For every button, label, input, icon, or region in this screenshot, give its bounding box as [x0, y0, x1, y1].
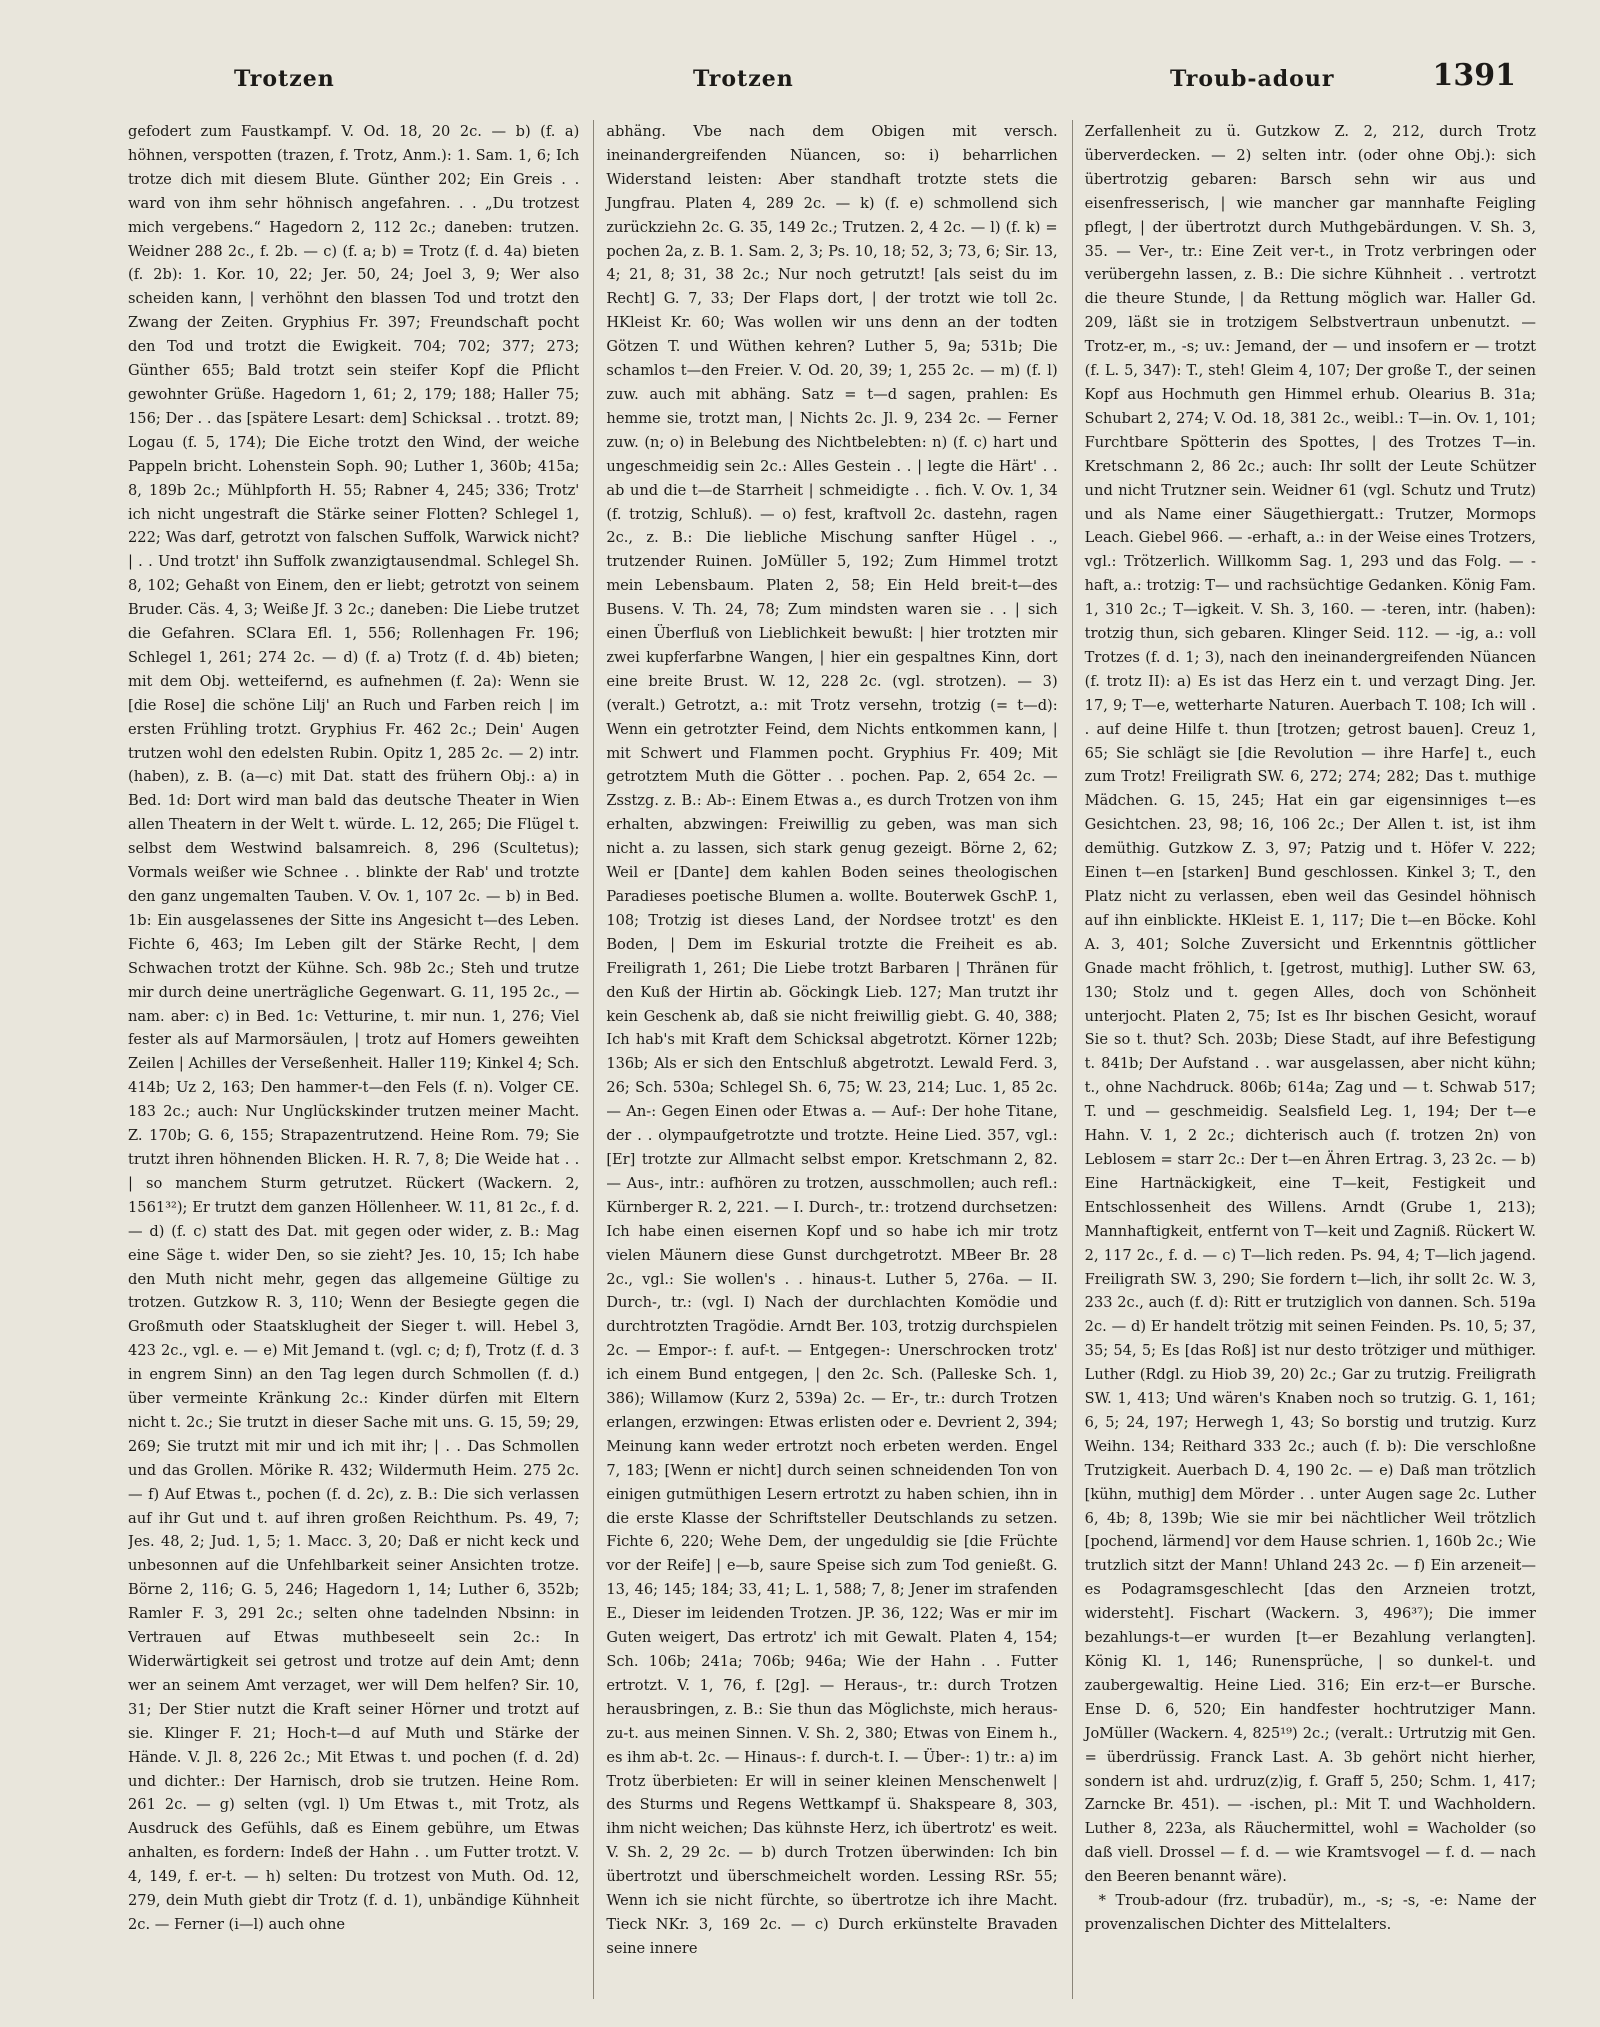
column-1 [128, 120, 579, 1999]
column-2 [593, 120, 1057, 1999]
page-number: 1391 [1432, 58, 1516, 93]
text-columns [128, 120, 1536, 1999]
column-3 [1072, 120, 1536, 1999]
header-right-headword: Troub-adour [1170, 66, 1335, 92]
column-2-text: abhäng. Vbe nach dem Obigen mit versch. ineinandergreifenden Nüancen, so: i) beharrlichen Widerstand leisten: Aber standhaft trotzte stets die Jungfrau. Platen 4, 289 2c. — k) (f. e) schmollend sich zurückziehn 2c. G. 35, 149 2c.; Trutzen. 2, 4 2c. — l) (f. k) = pochen 2a, z. B. 1. Sam. 2, 3; Ps. 10, 18; 52, 3; 73, 6; Sir. 13, 4; 21, 8; 31, 38 2c.; Nur noch getrutzt! [als seist du im Recht] G. 7, 33; Der Flaps dort, | der trotzt wie toll 2c. HKleist Kr. 60; Was wollen wir uns denn an der todten Götzen T. und Wüthen kehren? Luther 5, 9a; 531b; Die schamlos t—den Freier. V. Od. 20, 39; 1, 255 2c. — m) (f. l) zuw. auch mit abhäng. Satz = t—d sagen, prahlen: Es hemme sie, trotzt man, | Nichts 2c. Jl. 9, 234 2c. — Ferner zuw. (n; o) in Belebung des Nichtbelebten: n) (f. c) hart und ungeschmeidig sein 2c.: Alles Gestein . . | legte die Härt' . . ab und die t—de Starrheit | schmeidigte . . fich. V. Ov. 1, 34 (f. trotzig, Schluß). — o) fest, kraftvoll 2c. dastehn, ragen 2c., z. B.: Die liebliche Mischung sanfter Hügel . ., trutzender Ruinen. JoMüller 5, 192; Zum Himmel trotzt mein Lebensbaum. Platen 2, 58; Ein Held breit-t—des Busens. V. Th. 24, 78; Zum mindsten waren sie . . | sich einen Überfluß von Lieblichkeit bewußt: | hier trotzten mir zwei kupferfarbne Wangen, | hier ein gespaltnes Kinn, dort eine breite Brust. W. 12, 228 2c. (vgl. strotzen). — 3) (veralt.) Getrotzt, a.: mit Trotz versehn, trotzig (= t—d): Wenn ein getrotzter Feind, dem Nichts entkommen kann, | mit Schwert und Flammen pocht. Gryphius Fr. 409; Mit getrotztem Muth die Götter . . pochen. Pap. 2, 654 2c. — Zsstzg. z. B.: Ab-: Einem Etwas a., es durch Trotzen von ihm erhalten, abzwingen: Freiwillig zu geben, was man sich nicht a. zu lassen, sich stark genug gezeigt. Börne 2, 62; Weil er [Dante] dem kahlen Boden seines theologischen Paradieses poetische Blumen a. wollte. Bouterwek GschP. 1, 108; Trotzig ist dieses Land, der Nordsee trotzt' es den Boden, | Dem im Eskurial trotzte die Freiheit es ab. Freiligrath 1, 261; Die Liebe trotzt Barbaren | Thränen für den Kuß der Hirtin ab. Göckingk Lieb. 127; Man trutzt ihr kein Geschenk ab, daß sie nicht freiwillig giebt. G. 40, 388; Ich hab's mit Kraft dem Schicksal abgetrotzt. Körner 122b; 136b; Als er sich den Entschluß abgetrotzt. Lewald Ferd. 3, 26; Sch. 530a; Schlegel Sh. 6, 75; W. 23, 214; Luc. 1, 85 2c. — An-: Gegen Einen oder Etwas a. — Auf-: Der hohe Titane, der . . olympaufgetrotzte und trotzte. Heine Lied. 357, vgl.: [Er] trotzte zur Allmacht selbst empor. Kretschmann 2, 82. — Aus-, intr.: aufhören zu trotzen, ausschmollen; auch refl.: Kürnberger R. 2, 221. — I. Durch-, tr.: trotzend durchsetzen: Ich habe einen eisernen Kopf und so habe ich mir trotz vielen Mäunern diese Gunst durchgetrotzt. MBeer Br. 28 2c., vgl.: Sie wollen's . . hinaus-t. Luther 5, 276a. — II. Durch-, tr.: (vgl. I) Nach der durchlachten Komödie und durchtrotzten Tragödie. Arndt Ber. 103, trotzig durchspielen 2c. — Empor-: f. auf-t. — Entgegen-: Unerschrocken trotz' ich einem Bund entgegen, | den 2c. Sch. (Palleske Sch. 1, 386); Willamow (Kurz 2, 539a) 2c. — Er-, tr.: durch Trotzen erlangen, erzwingen: Etwas erlisten oder e. Devrient 2, 394; Meinung kann weder ertrotzt noch erbeten werden. Engel 7, 183; [Wenn er nicht] durch seinen schneidenden Ton von einigen gutmüthigen Lesern ertrotzt zu haben schien, ihn in die erste Klasse der Schriftsteller Deutschlands zu setzen. Fichte 6, 220; Wehe Dem, der ungeduldig sie [die Früchte vor der Reife] | e—b, saure Speise sich zum Tod genießt. G. 13, 46; 145; 184; 33, 41; L. 1, 588; 7, 8; Jener im strafenden E., Dieser im leidenden Trotzen. JP. 36, 122; Was er mir im Guten weigert, Das ertrotz' ich mit Gewalt. Platen 4, 154; Sch. 106b; 241a; 706b; 946a; Wie der Hahn . . Futter ertrotzt. V. 1, 76, f. [2g]. — Heraus-, tr.: durch Trotzen herausbringen, z. B.: Sie thun das Möglichste, mich heraus-zu-t. aus meinen Sinnen. V. Sh. 2, 380; Etwas von Einem h., es ihm ab-t. 2c. — Hinaus-: f. durch-t. I. — Über-: 1) tr.: a) im Trotz überbieten: Er will in seiner kleinen Menschenwelt | des Sturms und Regens Wettkampf ü. Shakspeare 8, 303, ihm nicht weichen; Das kühnste Herz, ich übertrotz' es weit. V. Sh. 2, 29 2c. — b) durch Trotzen überwinden: Ich bin übertrotzt und überschmeichelt worden. Lessing RSr. 55; Wenn ich sie nicht fürchte, so übertrotze ich ihre Macht. Tieck NKr. 3, 169 2c. — c) Durch erkünstelte Bravaden seine innere [606, 123, 1058, 1957]
page-header [128, 58, 1536, 98]
column-3-text: Zerfallenheit zu ü. Gutzkow Z. 2, 212, durch Trotz überverdecken. — 2) selten intr. (oder ohne Obj.): sich übertrotzig gebaren: Barsch sehn wir aus und eisenfresserisch, | wie mancher gar mannhafte Feigling pflegt, | der übertrotzt durch Muthgebärdungen. V. Sh. 3, 35. — Ver-, tr.: Eine Zeit ver-t., in Trotz verbringen oder verübergehn lassen, z. B.: Die sichre Kühnheit . . vertrotzt die theure Stunde, | da Rettung möglich war. Haller Gd. 209, läßt sie in trotzigem Selbstvertraun unbenutzt. — Trotz-er, m., -s; uv.: Jemand, der — und insofern er — trotzt (f. L. 5, 347): T., steh! Gleim 4, 107; Der große T., der seinen Kopf aus Hochmuth gen Himmel erhub. Olearius B. 31a; Schubart 2, 274; V. Od. 18, 381 2c., weibl.: T—in. Ov. 1, 101; Furchtbare Spötterin des Spottes, | des Trotzes T—in. Kretschmann 2, 86 2c.; auch: Ihr sollt der Leute Schützer und nicht Trutzner sein. Weidner 61 (vgl. Schutz und Trutz) und als Name einer Säugethiergatt.: Trutzer, Mormops Leach. Giebel 966. — -erhaft, a.: in der Weise eines Trotzers, vgl.: Trötzerlich. Willkomm Sag. 1, 293 und das Folg. — -haft, a.: trotzig: T— und rachsüchtige Gedanken. König Fam. 1, 310 2c.; T—igkeit. V. Sh. 3, 160. — -teren, intr. (haben): trotzig thun, sich gebaren. Klinger Seid. 112. — -ig, a.: voll Trotzes (f. d. 1; 3), nach den ineinandergreifenden Nüancen (f. trotz II): a) Es ist das Herz ein t. und verzagt Ding. Jer. 17, 9; T—e, wetterharte Naturen. Auerbach T. 108; Ich will . . auf deine Hilfe t. thun [trotzen; getrost bauen]. Creuz 1, 65; Sie schlägt sie [die Revolution — ihre Harfe] t., euch zum Trotz! Freiligrath SW. 6, 272; 274; 282; Das t. muthige Mädchen. G. 15, 245; Hat ein gar eigensinniges t—es Gesichtchen. 23, 98; 16, 106 2c.; Der Allen t. ist, ist ihm demüthig. Gutzkow Z. 3, 97; Patzig und t. Höfer V. 222; Einen t—en [starken] Bund geschlossen. Kinkel 3; T., den Platz nicht zu verlassen, eben weil das Gesindel höhnisch auf ihn einblickte. HKleist E. 1, 117; Die t—en Böcke. Kohl A. 3, 401; Solche Zuversicht und Erkenntnis göttlicher Gnade macht fröhlich, t. [getrost, muthig]. Luther SW. 63, 130; Stolz und t. gegen Alles, doch von Schönheit unterjocht. Platen 2, 75; Ist es Ihr bischen Gesicht, worauf Sie so t. thut? Sch. 203b; Diese Stadt, auf ihre Befestigung t. 841b; Der Aufstand . . war ausgelassen, aber nicht kühn; t., ohne Nachdruck. 806b; 614a; Zag und — t. Schwab 517; T. und — geschmeidig. Sealsfield Leg. 1, 194; Der t—e Hahn. V. 1, 2 2c.; dichterisch auch (f. trotzen 2n) von Leblosem = starr 2c.: Der t—en Ähren Ertrag. 3, 23 2c. — b) Eine Hartnäckigkeit, eine T—keit, Festigkeit und Entschlossenheit des Willens. Arndt (Grube 1, 213); Mannhaftigkeit, entfernt von T—keit und Zagniß. Rückert W. 2, 117 2c., f. d. — c) T—lich reden. Ps. 94, 4; T—lich jagend. Freiligrath SW. 3, 290; Sie fordern t—lich, ihr sollt 2c. W. 3, 233 2c., auch (f. d): Ritt er trutziglich von dannen. Sch. 519a 2c. — d) Er handelt trötzig mit seinen Feinden. Ps. 10, 5; 37, 35; 54, 5; Es [das Roß] ist nur desto trötziger und müthiger. Luther (Rdgl. zu Hiob 39, 20) 2c.; Gar zu trutzig. Freiligrath SW. 1, 413; Und wären's Knaben noch so trutzig. G. 1, 161; 6, 5; 24, 197; Herwegh 1, 43; So borstig und trutzig. Kurz Weihn. 134; Reithard 333 2c.; auch (f. b): Die verschloßne Trutzigkeit. Auerbach D. 4, 190 2c. — e) Daß man trötzlich [kühn, muthig] dem Mörder . . unter Augen sage 2c. Luther 6, 4b; 8, 139b; Wie sie mir bei nächtlicher Weil trötzlich [pochend, lärmend] vor dem Hause schrien. 1, 160b 2c.; Wie trutzlich sitzt der Mann! Uhland 243 2c. — f) Ein arzeneit—es Podagramsgeschlecht [das den Arzneien trotzt, widersteht]. Fischart (Wackern. 3, 496³⁷); Die immer bezahlungs-t—er wurden [t—er Bezahlung verlangten]. König Kl. 1, 146; Runensprüche, | so dunkel-t. und zaubergewaltig. Heine Lied. 316; Ein erz-t—er Bursche. Ense D. 6, 520; Ein handfester hochtrutziger Mann. JoMüller (Wackern. 4, 825¹⁹) 2c.; (veralt.: Urtrutzig mit Gen. = überdrüssig. Franck Last. A. 3b gehört nicht hierher, sondern ist ahd. urdruz(z)ig, f. Graff 5, 250; Schm. 1, 417; Zarncke Br. 451). — -ischen, pl.: Mit T. und Wachholdern. Luther 8, 223a, als Räuchermittel, wohl = Wacholder (so daß viell. Drossel — f. d. — wie Kramtsvogel — f. d. — nach den Beeren benannt wäre). [1084, 123, 1536, 1886]
column-1-text: gefodert zum Faustkampf. V. Od. 18, 20 2c. — b) (f. a) höhnen, verspotten (trazen, f. Trotz, Anm.): 1. Sam. 1, 6; Ich trotze dich mit diesem Blute. Günther 202; Ein Greis . . ward von ihm sehr höhnisch angefahren. . . „Du trotzest mich vergebens.“ Hagedorn 2, 112 2c.; daneben: trutzen. Weidner 288 2c., f. 2b. — c) (f. a; b) = Trotz (f. d. 4a) bieten (f. 2b): 1. Kor. 10, 22; Jer. 50, 24; Joel 3, 9; Wer also scheiden kann, | verhöhnt den blassen Tod und trotzt den Zwang der Zeiten. Gryphius Fr. 397; Freundschaft pocht den Tod und trotzt die Ewigkeit. 704; 702; 377; 273; Günther 655; Bald trotzt sein steifer Kopf die Pflicht gewohnter Grüße. Hagedorn 1, 61; 2, 179; 188; Haller 75; 156; Der . . das [spätere Lesart: dem] Schicksal . . trotzt. 89; Logau (f. 5, 174); Die Eiche trotzt den Wind, der weiche Pappeln bricht. Lohenstein Soph. 90; Luther 1, 360b; 415a; 8, 189b 2c.; Mühlpforth H. 55; Rabner 4, 245; 336; Trotz' ich nicht ungestraft die Stärke seiner Flotten? Schlegel 1, 222; Was darf, getrotzt von falschen Suffolk, Warwick nicht? | . . Und trotzt' ihn Suffolk zwanzigtausendmal. Schlegel Sh. 8, 102; Gehaßt von Einem, den er liebt; getrotzt von seinem Bruder. Cäs. 4, 3; Weiße Jf. 3 2c.; daneben: Die Liebe trutzet die Gefahren. SClara Efl. 1, 556; Rollenhagen Fr. 196; Schlegel 1, 261; 274 2c. — d) (f. a) Trotz (f. d. 4b) bieten; mit dem Obj. wetteifernd, es aufnehmen (f. 2a): Wenn sie [die Rose] die schöne Lilj' an Ruch und Farben reich | im ersten Frühling trotzt. Gryphius Fr. 462 2c.; Dein' Augen trutzen wohl den edelsten Rubin. Opitz 1, 285 2c. — 2) intr. (haben), z. B. (a—c) mit Dat. statt des frühern Obj.: a) in Bed. 1d: Dort wird man bald das deutsche Theater in Wien allen Theatern in der Welt t. würde. L. 12, 265; Die Flügel t. selbst dem Westwind balsamreich. 8, 296 (Scultetus); Vormals weißer wie Schnee . . blinkte der Rab' und trotzte den ganz ungemalten Tauben. V. Ov. 1, 107 2c. — b) in Bed. 1b: Ein ausgelassenes der Sitte ins Angesicht t—des Leben. Fichte 6, 463; Im Leben gilt der Stärke Recht, | dem Schwachen trotzt der Kühne. Sch. 98b 2c.; Steh und trutze mir durch deine unerträgliche Gegenwart. G. 11, 195 2c., — nam. aber: c) in Bed. 1c: Vetturine, t. mir nun. 1, 276; Viel fester als auf Marmorsäulen, | trotz auf Homers geweihten Zeilen | Achilles der Verseßenheit. Haller 119; Kinkel 4; Sch. 414b; Uz 2, 163; Den hammer-t—den Fels (f. n). Volger CE. 183 2c.; auch: Nur Unglückskinder trutzen meiner Macht. Z. 170b; G. 6, 155; Strapazentrutzend. Heine Rom. 79; Sie trutzt ihren höhnenden Blicken. H. R. 7, 8; Die Weide hat . . | so manchem Sturm getrutzet. Rückert (Wackern. 2, 1561³²); Er trutzt dem ganzen Höllenheer. W. 11, 81 2c., f. d. — d) (f. c) statt des Dat. mit gegen oder wider, z. B.: Mag eine Säge t. wider Den, so sie zieht? Jes. 10, 15; Ich habe den Muth nicht mehr, gegen das allgemeine Gültige zu trotzen. Gutzkow R. 3, 110; Wenn der Besiegte gegen die Großmuth oder Staatsklugheit der Sieger t. will. Hebel 3, 423 2c., vgl. e. — e) Mit Jemand t. (vgl. c; d; f), Trotz (f. d. 3 in engrem Sinn) an den Tag legen durch Schmollen (f. d.) über vermeinte Kränkung 2c.: Kinder dürfen mit Eltern nicht t. 2c.; Sie trutzt in dieser Sache mit uns. G. 15, 59; 29, 269; Sie trutzt mit mir und ich mit ihr; | . . Das Schmollen und das Grollen. Mörike R. 432; Wildermuth Heim. 275 2c. — f) Auf Etwas t., pochen (f. d. 2c), z. B.: Die sich verlassen auf ihr Gut und t. auf ihren großen Reichthum. Ps. 49, 7; Jes. 48, 2; Jud. 1, 5; 1. Macc. 3, 20; Daß er nicht keck und unbesonnen auf die Unfehlbarkeit seiner Ansichten trotze. Börne 2, 116; G. 5, 246; Hagedorn 1, 14; Luther 6, 352b; Ramler F. 3, 291 2c.; selten ohne tadelnden Nbsinn: in Vertrauen auf Etwas muthbeseelt sein 2c.: In Widerwärtigkeit sei getrost und trotze auf dein Amt; denn wer an seinem Amt verzaget, wer will Dem helfen? Sir. 10, 31; Der Stier nutzt die Kraft seiner Hörner und trotzt auf sie. Klinger F. 21; Hoch-t—d auf Muth und Stärke der Hände. V. Jl. 8, 226 2c.; Mit Etwas t. und pochen (f. d. 2d) und dichter.: Der Harnisch, drob sie trutzen. Heine Rom. 261 2c. — g) selten (vgl. l) Um Etwas t., mit Trotz, als Ausdruck des Gefühls, daß es Einem gebühre, um Etwas anhalten, es fordern: Indeß der Hahn . . um Futter trotzt. V. 4, 149, f. er-t. — h) selten: Du trotzest von Muth. Od. 12, 279, dein Muth giebt dir Trotz (f. d. 1), unbändige Kühnheit 2c. — Ferner (i—l) auch ohne [128, 123, 580, 1933]
header-left-headword: Trotzen [234, 66, 335, 92]
troubadour-entry: * Troub-adour (frz. trubadür), m., -s; -s, -e: Name der provenzalischen Dichter des Mittelalters. [1084, 1892, 1536, 1933]
header-center-headword: Trotzen [693, 66, 794, 92]
